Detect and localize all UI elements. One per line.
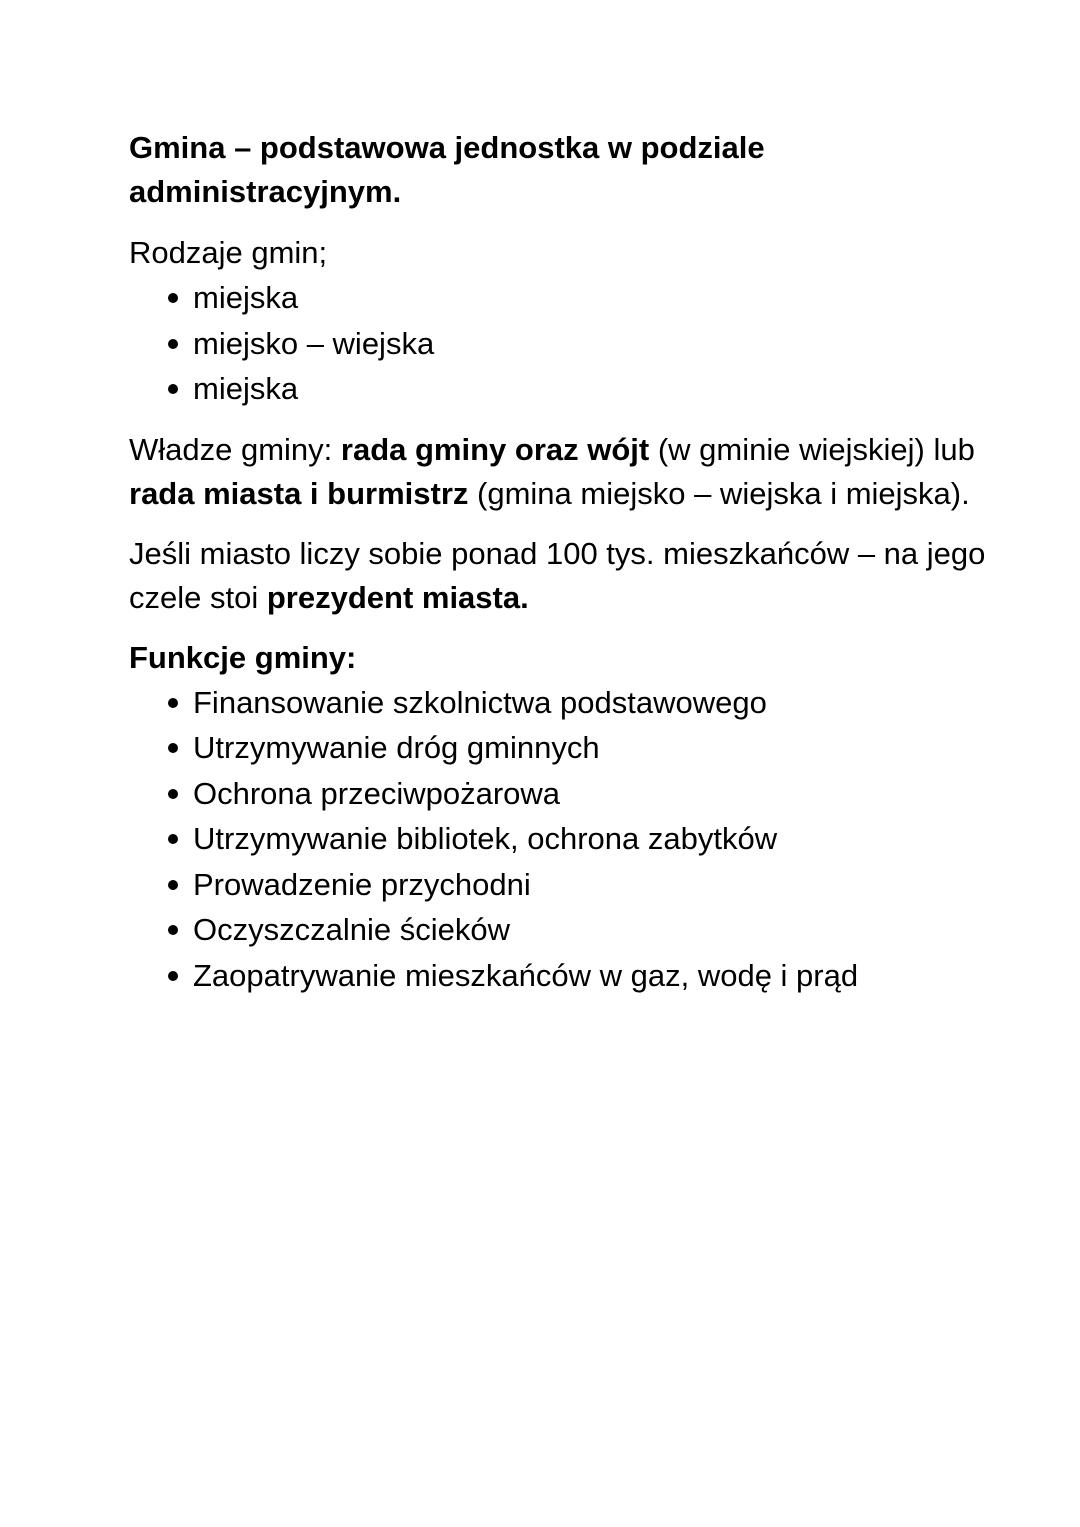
authorities-bold-1: rada gminy oraz wójt	[340, 431, 650, 467]
list-item: miejsko – wiejska	[129, 321, 1009, 367]
types-list	[129, 275, 1009, 412]
president-paragraph: Jeśli miasto liczy sobie ponad 100 tys. mieszkańców – na jego czele stoi prezydent miasta.	[129, 535, 986, 615]
list-item: miejska	[129, 366, 1009, 412]
title-line-1: Gmina – podstawowa jednostka w podziale	[129, 130, 765, 165]
authorities-bold-2: rada miasta i burmistrz	[129, 475, 469, 511]
list-item: Prowadzenie przychodni	[129, 862, 1009, 908]
list-item: Utrzymywanie dróg gminnych	[129, 725, 1009, 771]
bullet-icon	[168, 698, 178, 708]
document-page	[129, 126, 1009, 998]
functions-list	[129, 680, 1009, 999]
bullet-icon	[168, 339, 178, 349]
list-item: Zaopatrywanie mieszkańców w gaz, wodę i prąd	[129, 953, 1009, 999]
functions-heading: Funkcje gminy:	[129, 639, 357, 675]
list-item: Oczyszczalnie ścieków	[129, 907, 1009, 953]
president-bold: prezydent miasta	[266, 579, 521, 615]
types-intro: Rodzaje gmin;	[129, 235, 328, 270]
bullet-icon	[168, 789, 178, 799]
bullet-icon	[168, 925, 178, 935]
list-item: Finansowanie szkolnictwa podstawowego	[129, 680, 1009, 726]
document-title	[129, 126, 1009, 214]
list-item: miejska	[129, 275, 1009, 321]
list-item: Ochrona przeciwpożarowa	[129, 771, 1009, 817]
bullet-icon	[168, 971, 178, 981]
bullet-icon	[168, 293, 178, 303]
authorities-paragraph: Władze gminy: rada gminy oraz wójt (w gminie wiejskiej) lub rada miasta i burmistrz (gmina miejsko – wiejska i miejska).	[129, 431, 975, 511]
bullet-icon	[168, 834, 178, 844]
title-line-2: administracyjnym.	[129, 174, 402, 209]
bullet-icon	[168, 384, 178, 394]
bullet-icon	[168, 880, 178, 890]
list-item: Utrzymywanie bibliotek, ochrona zabytków	[129, 816, 1009, 862]
bullet-icon	[168, 743, 178, 753]
